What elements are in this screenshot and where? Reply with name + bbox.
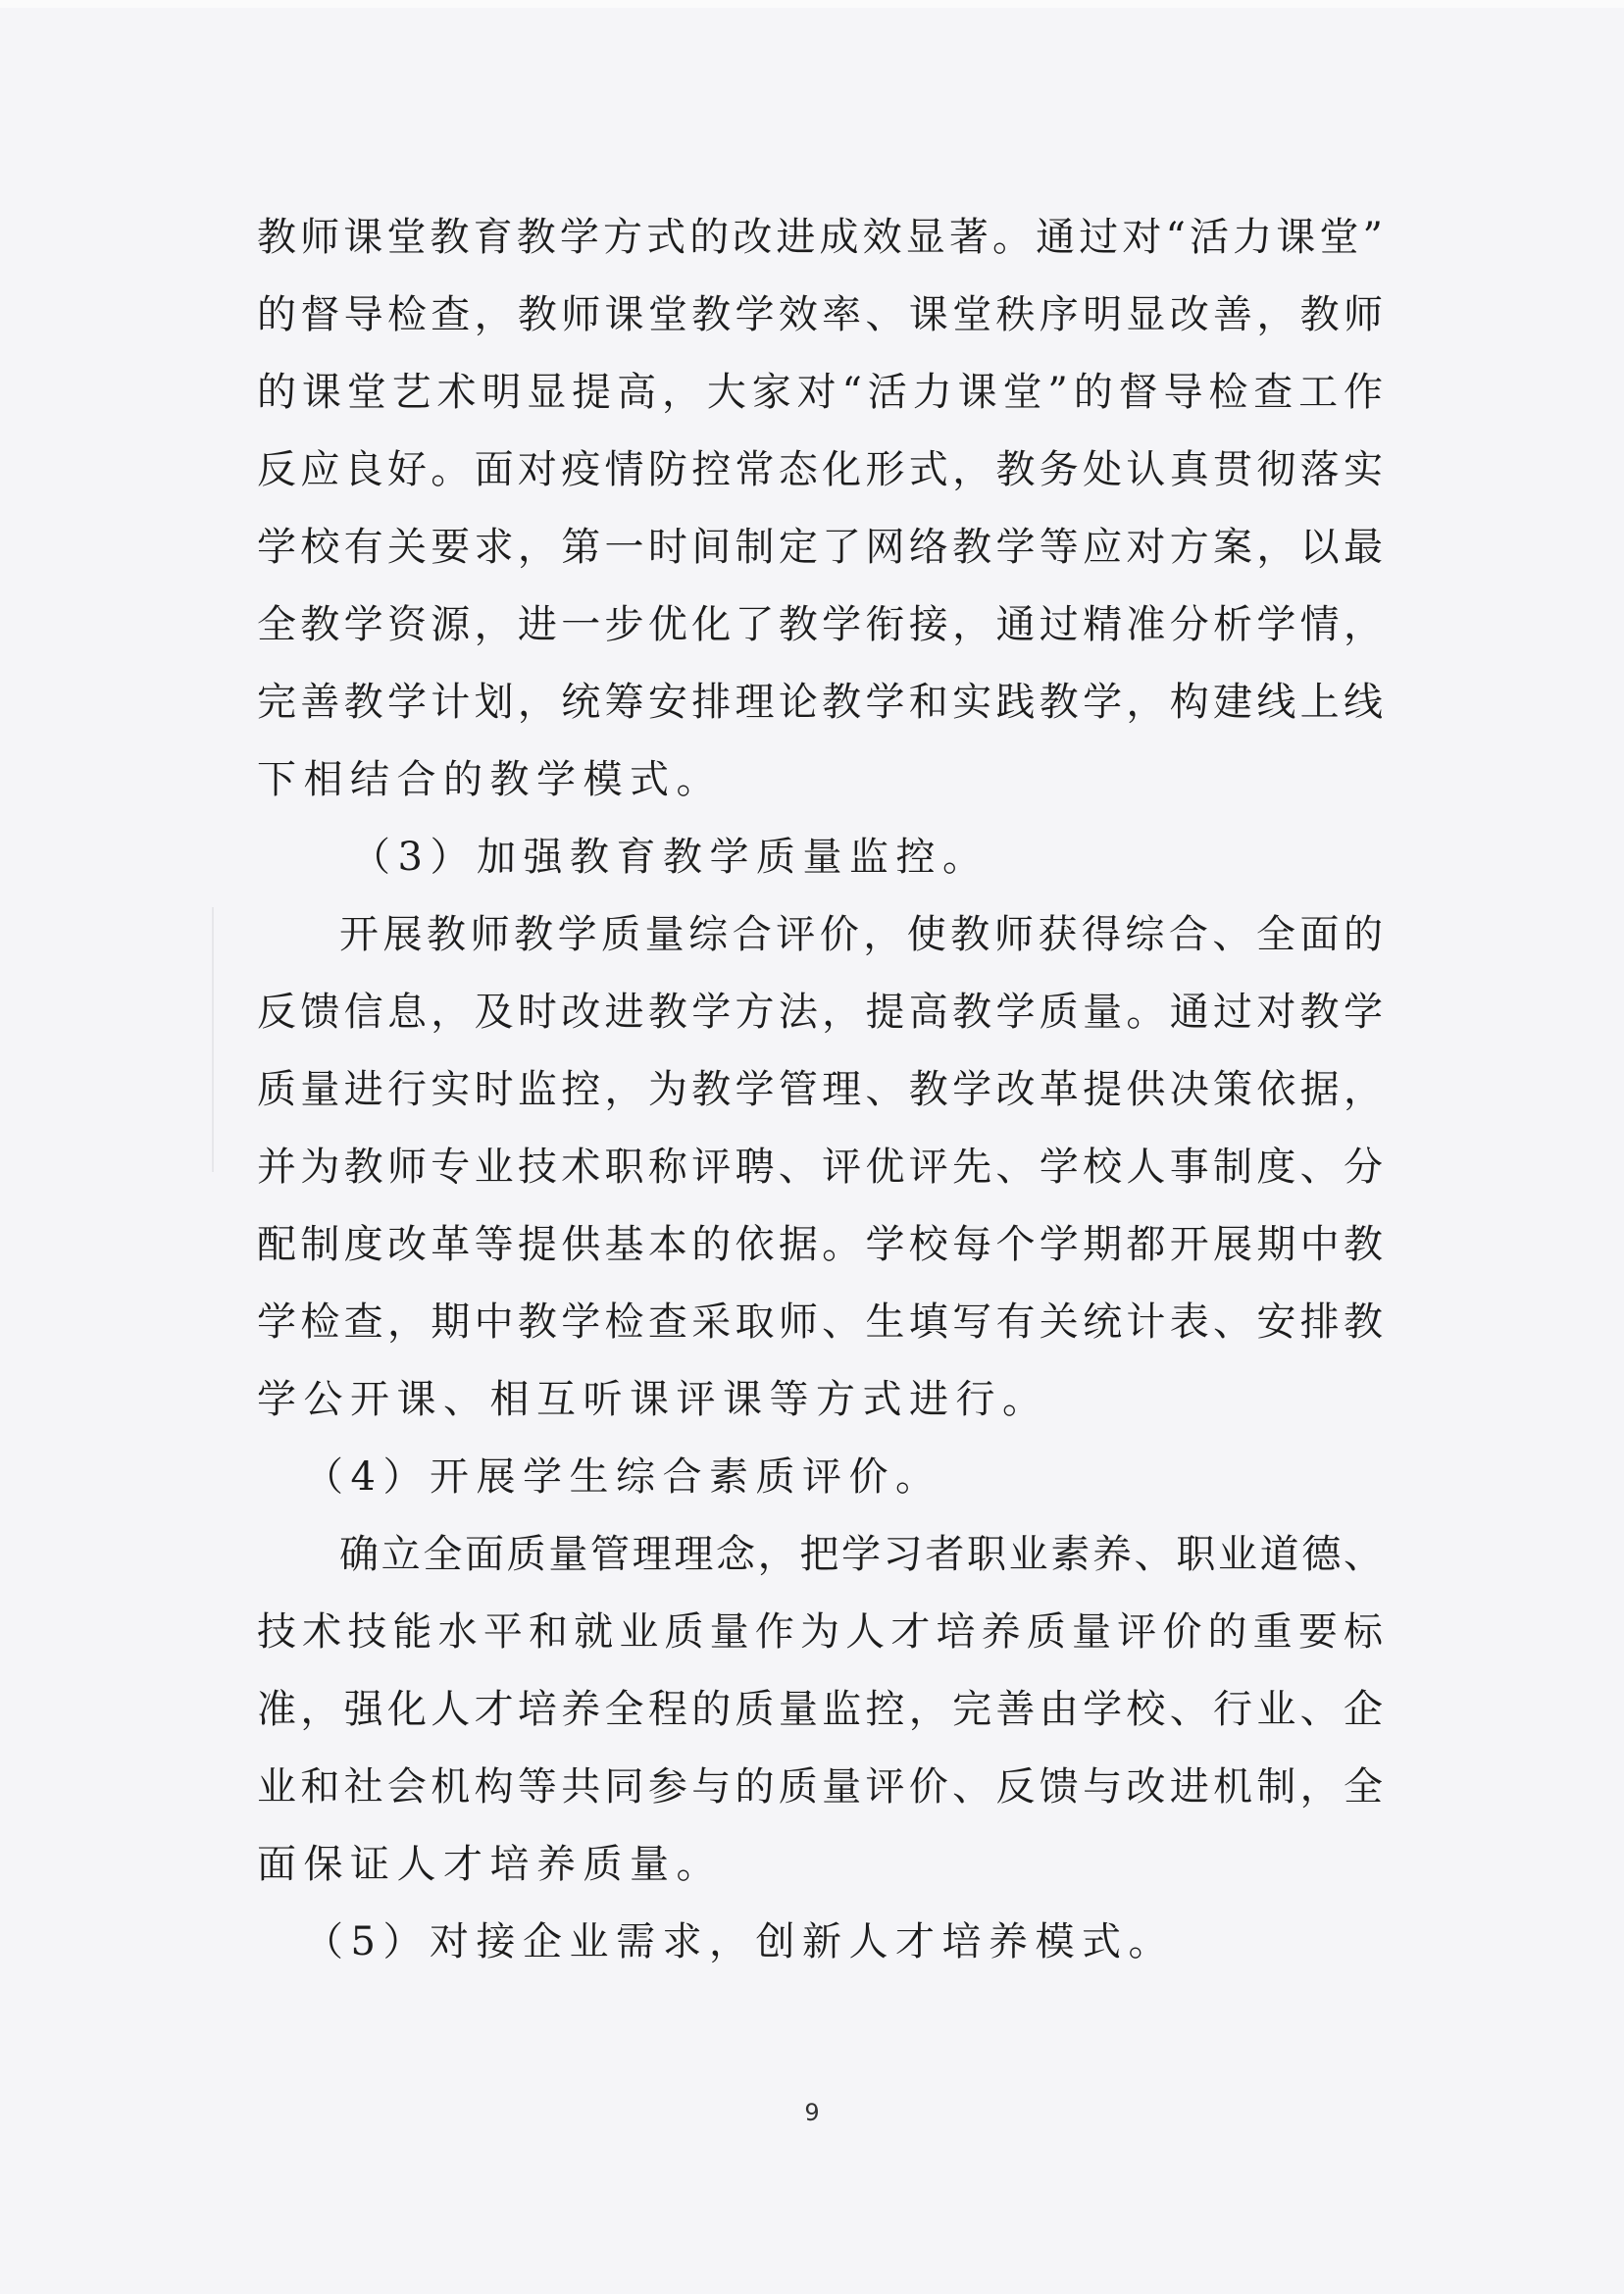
- text-line-18: 确立全面质量管理理念，把学习者职业素养、职业道德、: [339, 1532, 1383, 1577]
- section-heading-4: （4）开展学生综合素质评价。: [304, 1454, 942, 1500]
- text-line-15: 学检查，期中教学检查采取师、生填写有关统计表、安排教: [257, 1300, 1383, 1345]
- text-line-13: 并为教师专业技术职称评聘、评优评先、学校人事制度、分: [257, 1145, 1383, 1190]
- body-text: [257, 208, 1383, 1990]
- text-line-10: 开展教师教学质量综合评价，使教师获得综合、全面的: [339, 912, 1383, 957]
- text-line-22: 面保证人才培养质量。: [257, 1842, 723, 1887]
- text-line-3: 的课堂艺术明显提高，大家对“活力课堂”的督导检查工作: [257, 370, 1383, 415]
- text-line-11: 反馈信息，及时改进教学方法，提高教学质量。通过对教学: [257, 990, 1383, 1035]
- text-line-5: 学校有关要求，第一时间制定了网络教学等应对方案，以最: [257, 525, 1383, 570]
- text-line-6: 全教学资源，进一步优化了教学衔接，通过精准分析学情，: [257, 602, 1383, 647]
- text-line-2: 的督导检查，教师课堂教学效率、课堂秩序明显改善，教师: [257, 292, 1383, 337]
- text-line-1: 教师课堂教育教学方式的改进成效显著。通过对“活力课堂”: [257, 215, 1383, 260]
- section-heading-3: （3）加强教育教学质量监控。: [351, 835, 990, 880]
- page-top-edge: [0, 0, 1624, 8]
- margin-mark: [212, 907, 214, 1172]
- text-line-12: 质量进行实时监控，为教学管理、教学改革提供决策依据，: [257, 1067, 1383, 1112]
- section-heading-5: （5）对接企业需求，创新人才培养模式。: [304, 1919, 1175, 1964]
- text-line-20: 准，强化人才培养全程的质量监控，完善由学校、行业、企: [257, 1687, 1383, 1732]
- text-line-16: 学公开课、相互听课评课等方式进行。: [257, 1377, 1049, 1422]
- text-line-14: 配制度改革等提供基本的依据。学校每个学期都开展期中教: [257, 1222, 1383, 1267]
- text-line-4: 反应良好。面对疫情防控常态化形式，教务处认真贯彻落实: [257, 447, 1383, 492]
- text-line-8: 下相结合的教学模式。: [257, 757, 723, 802]
- text-line-21: 业和社会机构等共同参与的质量评价、反馈与改进机制，全: [257, 1764, 1383, 1810]
- page-number: 9: [804, 2099, 820, 2126]
- text-line-7: 完善教学计划，统筹安排理论教学和实践教学，构建线上线: [257, 680, 1383, 725]
- text-line-19: 技术技能水平和就业质量作为人才培养质量评价的重要标: [257, 1609, 1383, 1655]
